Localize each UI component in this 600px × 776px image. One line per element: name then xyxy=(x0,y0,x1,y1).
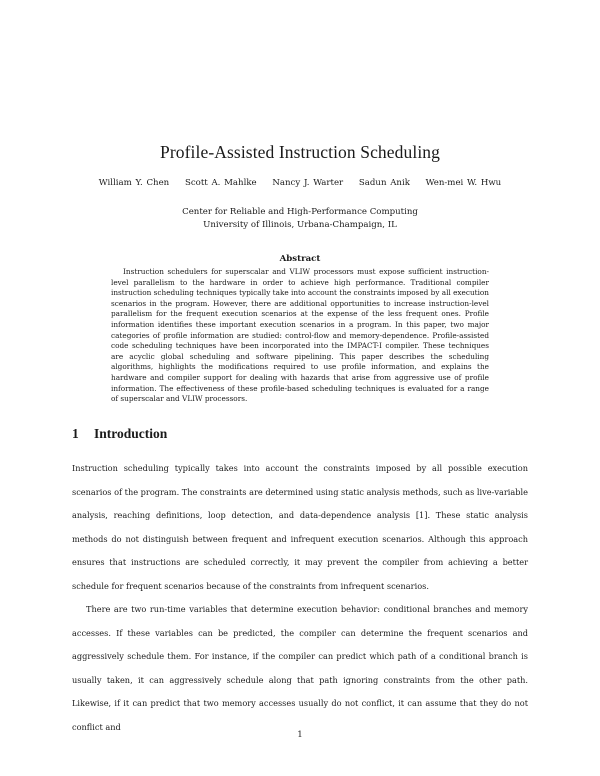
section-title: Introduction xyxy=(94,426,168,441)
body-paragraph: There are two run-time variables that determine execution behavior: conditional branches and memory accesses. If these variables can be predicted, the compiler can determine the frequent scenarios and aggressively schedule them. For instance, if the compiler can predict which path of a conditional branch is usually taken, it can aggressively schedule along that path ignoring constraints from the other path. Likewise, if it can predict that two memory accesses usually do not conflict, it can assume that they do not conflict and xyxy=(72,604,528,732)
author-list xyxy=(0,178,600,188)
abstract-text: Instruction schedulers for superscalar and VLIW processors must expose sufficient instruction-level parallelism to the hardware in order to achieve high performance. Traditional compiler instruction scheduling techniques typically take into account the constraints imposed by all execution scenarios in the program. However, there are additional opportunities to increase instruction-level parallelism for the frequent execution scenarios at the expense of the less frequent ones. Profile information identifies these important execution scenarios in a program. In this paper, two major categories of profile information are studied: control-flow and memory-dependence. Profile-assisted code scheduling techniques have been incorporated into the IMPACT-I compiler. These techniques are acyclic global scheduling and software pipelining. This paper describes the scheduling algorithms, highlights the modifications required to use profile information, and explains the hardware and compiler support for dealing with hazards that arise from aggressive use of profile information. The effectiveness of these profile-based scheduling techniques is evaluated for a range of superscalar and VLIW processors. xyxy=(111,267,489,404)
author-name: William Y. Chen xyxy=(98,178,170,188)
body-paragraph: Instruction scheduling typically takes into account the constraints imposed by all possible execution scenarios of the program. The constraints are determined using static analysis methods, such as live-variable analysis, reaching definitions, loop detection, and data-dependence analysis [1]. These static analysis methods do not distinguish between frequent and infrequent execution scenarios. Although this approach ensures that instructions are scheduled correctly, it may prevent the compiler from achieving a better schedule for frequent scenarios because of the constraints from infrequent scenarios. xyxy=(72,463,528,591)
affiliation-line: University of Illinois, Urbana-Champaign, IL xyxy=(203,220,397,230)
section-number: 1 xyxy=(72,426,79,441)
abstract-heading: Abstract xyxy=(279,254,321,264)
affiliation-line: Center for Reliable and High-Performance Computing xyxy=(182,207,418,217)
author-name: Wen-mei W. Hwu xyxy=(425,178,502,188)
author-name: Nancy J. Warter xyxy=(272,178,344,188)
author-name: Scott A. Mahlke xyxy=(184,178,257,188)
page-number: 1 xyxy=(297,730,303,740)
paper-title: Profile-Assisted Instruction Scheduling xyxy=(160,142,440,162)
author-name: Sadun Anik xyxy=(358,178,410,188)
section-heading xyxy=(72,426,167,442)
